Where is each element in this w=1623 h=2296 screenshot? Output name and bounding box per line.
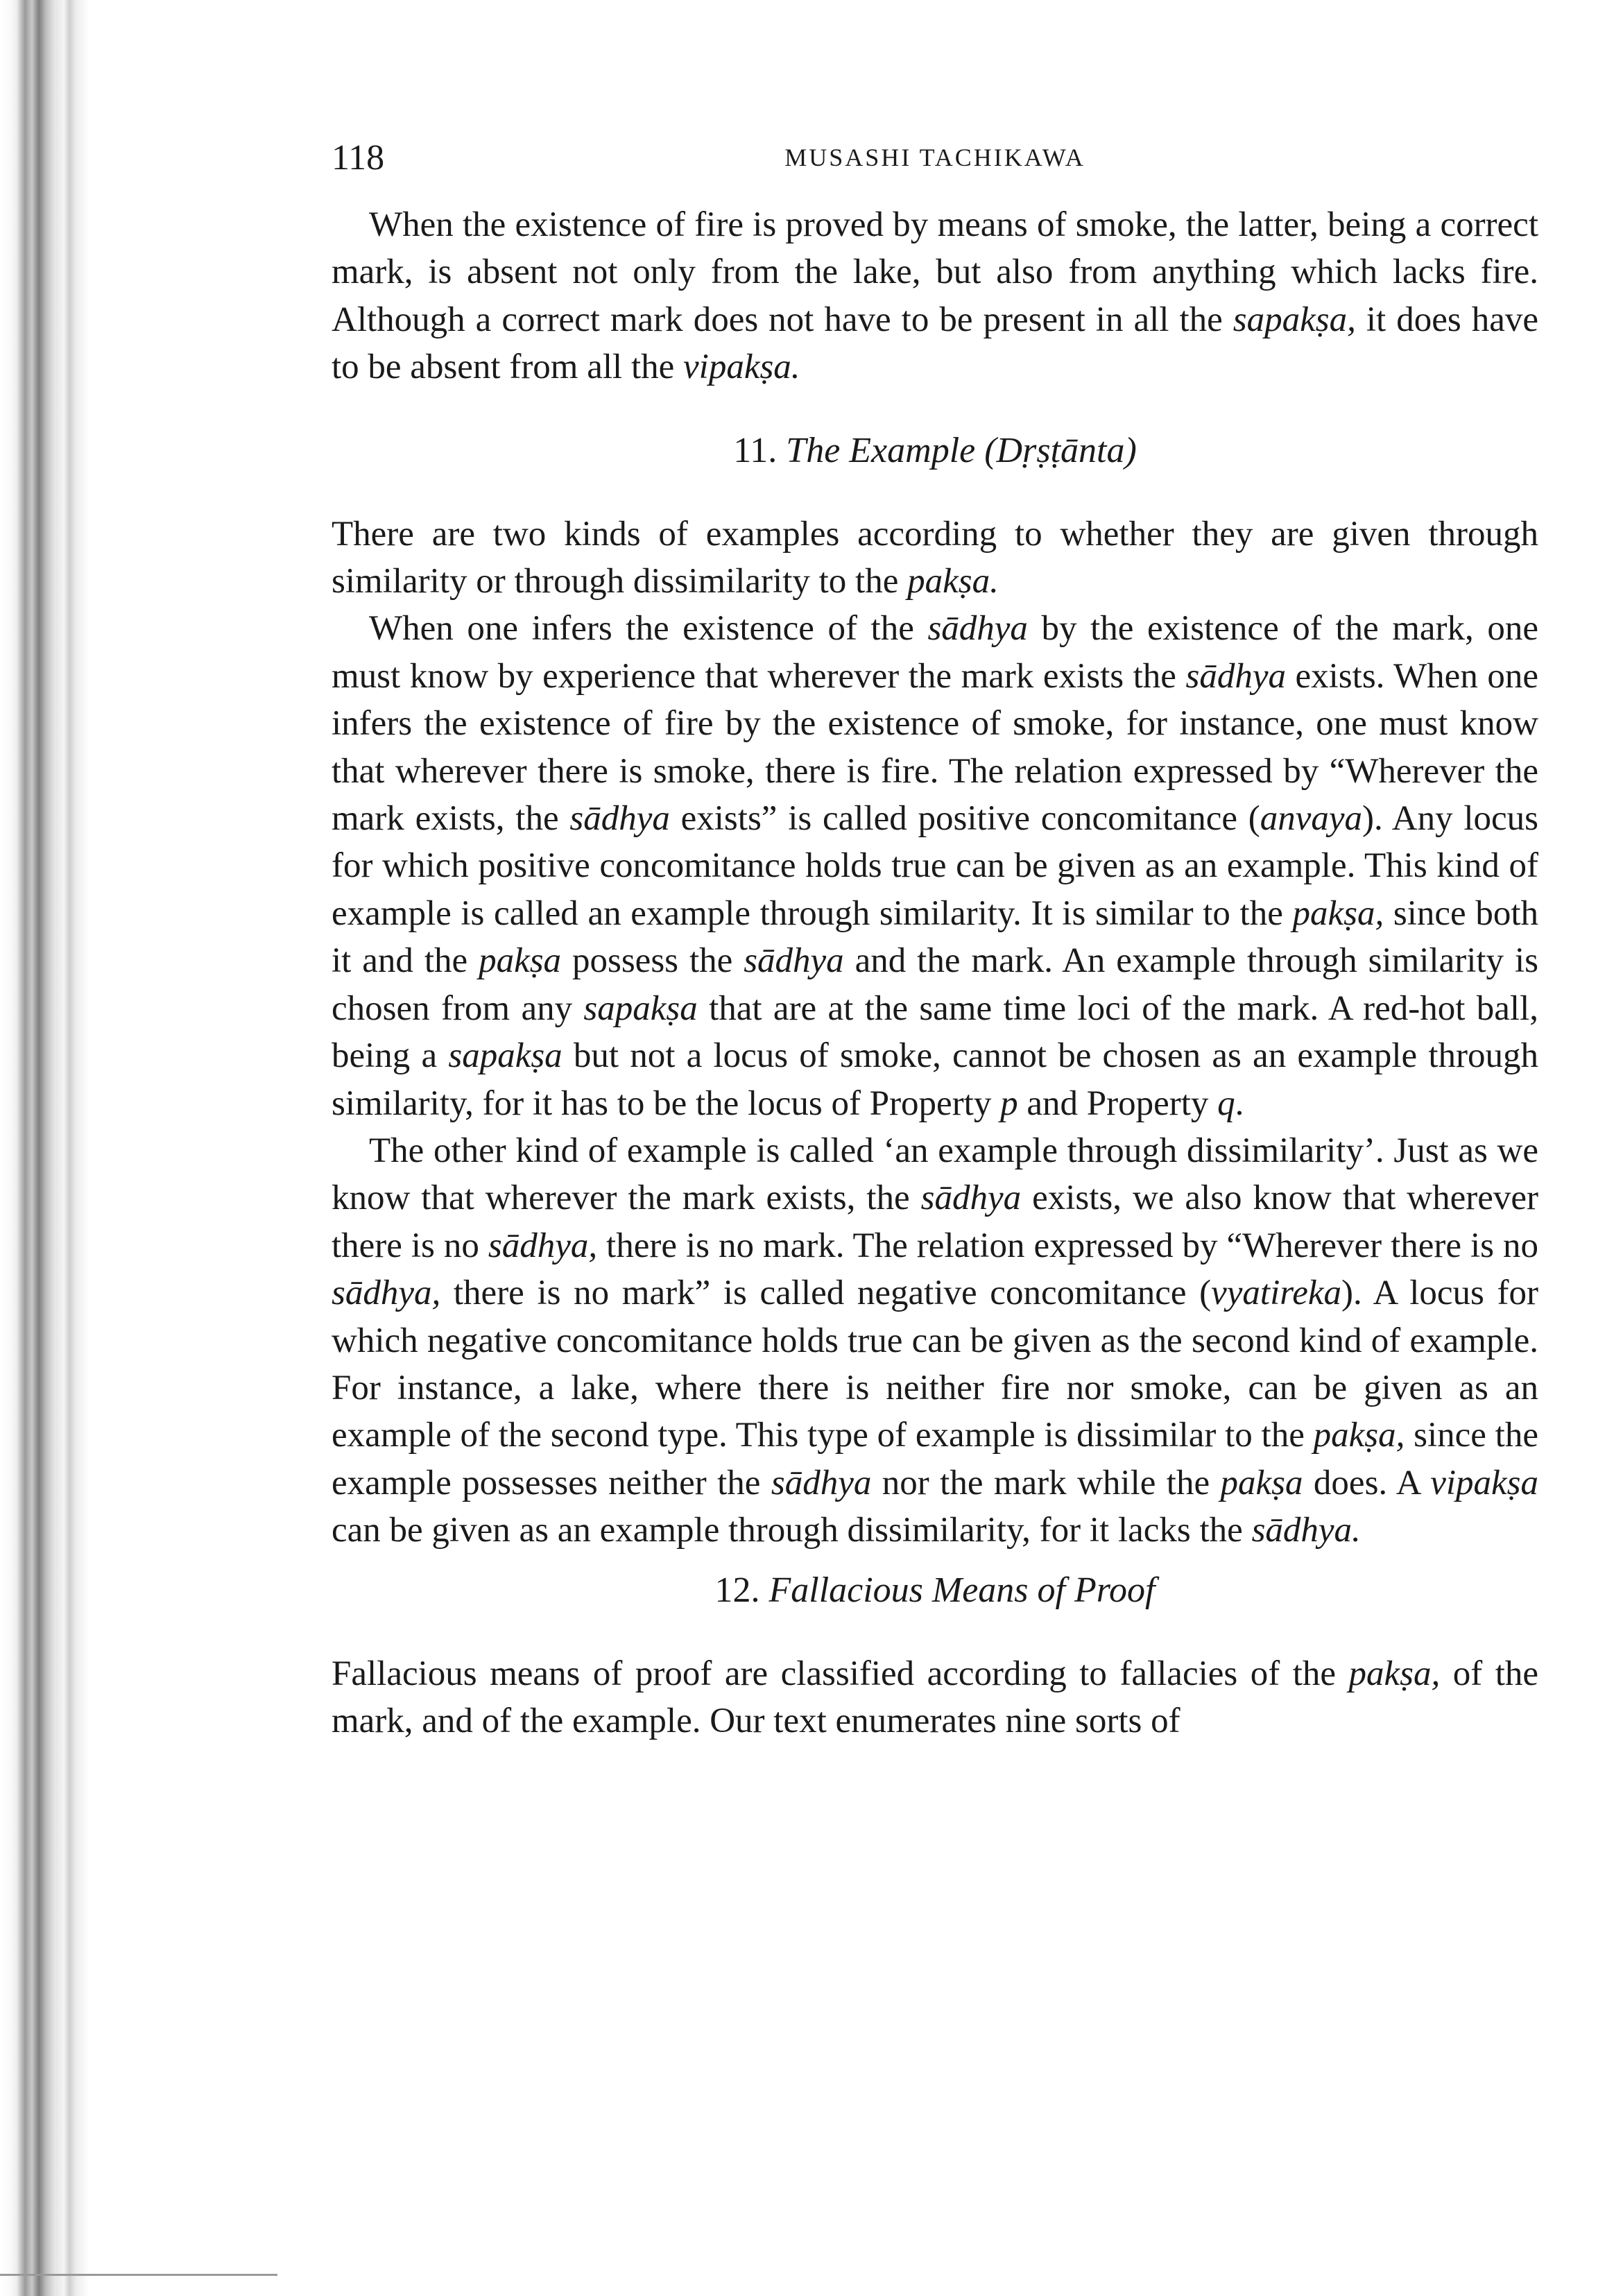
section-title: Fallacious Means of Proof: [768, 1570, 1156, 1610]
section-number: 12.: [714, 1570, 760, 1610]
body-text: [332, 201, 1538, 1745]
paragraph-positive-concomitance: When one infers the existence of the sādhya by the existence of the mark, one must know by experience that wherever the mark exists the sādhya exists. When one infers the existence of fire by the existence of smoke, for instance, one must know that wherever there is smoke, there is fire. The relation expressed by “Wherever the mark exists, the sādhya exists” is called positive concomitance (anvaya). Any locus for which positive concomitance holds true can be given as an example. This kind of example is called an example through similarity. It is similar to the pakṣa, since both it and the pakṣa possess the sādhya and the mark. An example through similarity is chosen from any sapakṣa that are at the same time loci of the mark. A red-hot ball, being a sapakṣa but not a locus of smoke, cannot be chosen as an example through similarity, for it has to be the locus of Property p and Property q.: [332, 609, 1539, 1123]
paragraph-negative-concomitance: The other kind of example is called ‘an example through dissimilarity’. Just as we know that wherever the mark exists, the sādhya exists, we also know that wherever there is no sādhya, there is no mark. The relation expressed by “Wherever there is no sādhya, there is no mark” is called negative concomitance (vyatireka). A locus for which negative concomitance holds true can be given as the second kind of example. For instance, a lake, where there is neither fire nor smoke, can be given as an example of the second type. This type of example is dissimilar to the pakṣa, since the example possesses neither the sādhya nor the mark while the pakṣa does. A vipakṣa can be given as an example through dissimilarity, for it lacks the sādhya.: [332, 1131, 1539, 1550]
section-heading-example: [332, 427, 1538, 474]
scan-edge-line: [0, 2274, 277, 2276]
book-binding-shadow: [0, 0, 89, 2296]
running-header: [332, 133, 1538, 189]
section-title: The Example (Dṛṣṭānta): [786, 430, 1137, 470]
running-title: MUSASHI TACHIKAWA: [784, 144, 1085, 171]
section-number: 11.: [733, 430, 778, 470]
book-page: [332, 133, 1538, 1745]
page-number: 118: [332, 138, 385, 178]
paragraph-fallacies: Fallacious means of proof are classified according to fallacies of the pakṣa, of the mark, and of the example. Our text enumerates nine sorts of: [332, 1654, 1538, 1740]
section-heading-fallacious-means: [332, 1567, 1538, 1614]
paragraph-fire-smoke: When the existence of fire is proved by means of smoke, the latter, being a correct mark, is absent not only from the lake, but also from anything which lacks fire. Although a correct mark does not have to be present in all the sapakṣa, it does have to be absent from all the vipakṣa.: [332, 205, 1538, 387]
paragraph-two-kinds: There are two kinds of examples according to whether they are given through similarity or through dissimilarity to the pakṣa.: [332, 514, 1538, 601]
